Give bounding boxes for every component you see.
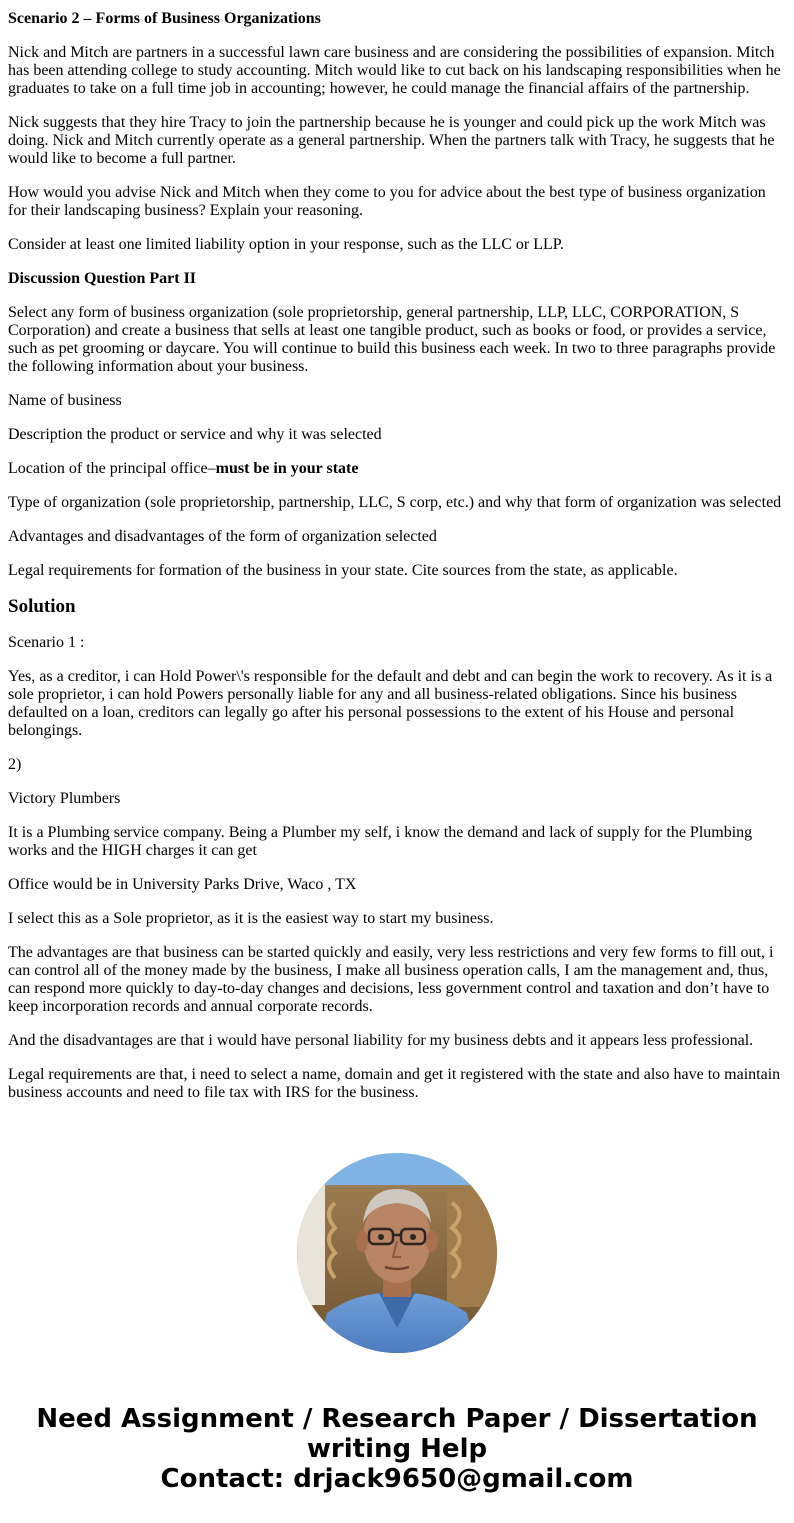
business-office: Office would be in University Parks Drive, Waco , TX bbox=[8, 876, 357, 893]
business-legal: Legal requirements are that, i need to select a name, domain and get it registered with the state and also have to maintain business accounts and need to file tax with IRS for the business. bbox=[8, 1066, 781, 1101]
footer-line-2: writing Help bbox=[306, 1434, 488, 1464]
document-body bbox=[8, 10, 786, 1118]
business-name: Victory Plumbers bbox=[8, 790, 121, 807]
item-type-of-organization: Type of organization (sole proprietorship, partnership, LLC, S corp, etc.) and why that form of organization was selected bbox=[8, 494, 782, 511]
item-location-emphasis: must be in your state bbox=[215, 460, 359, 477]
author-avatar bbox=[297, 1153, 497, 1353]
solution-heading: Solution bbox=[8, 596, 76, 617]
footer-banner bbox=[0, 1404, 794, 1494]
business-description: It is a Plumbing service company. Being a Plumber my self, i know the demand and lack of supply for the Plumbing works and the HIGH charges it can get bbox=[8, 824, 753, 859]
question-paragraph-4: Consider at least one limited liability option in your response, such as the LLC or LLP. bbox=[8, 236, 564, 253]
question-paragraph-3: How would you advise Nick and Mitch when they come to you for advice about the best type of business organization for their landscaping business? Explain your reasoning. bbox=[8, 184, 766, 219]
footer-contact: Contact: drjack9650@gmail.com bbox=[160, 1464, 634, 1494]
part-2-intro: Select any form of business organization (sole proprietorship, general partnership, LLP, LLC, CORPORATION, S Corporation) and create a business that sells at least one tangible product, such as books or food, or provides a service, such as pet grooming or daycare. You will continue to build this business each week. In two to three paragraphs provide the following information about your business. bbox=[8, 304, 776, 375]
item-location bbox=[8, 460, 786, 478]
question-paragraph-1: Nick and Mitch are partners in a successful lawn care business and are considering the possibilities of expansion. Mitch has been attending college to study accounting. Mitch would like to cut back on his landscaping responsibilities when he graduates to take on a full time job in accounting; however, he could manage the financial affairs of the partnership. bbox=[8, 44, 781, 97]
avatar-portrait bbox=[297, 1153, 497, 1353]
part-2-label: 2) bbox=[8, 756, 22, 773]
question-paragraph-2: Nick suggests that they hire Tracy to join the partnership because he is younger and could pick up the work Mitch was doing. Nick and Mitch currently operate as a general partnership. When the partners talk with Tracy, he suggests that he would like to become a full partner. bbox=[8, 114, 775, 167]
item-location-prefix: Location of the principal office– bbox=[8, 460, 216, 477]
item-description: Description the product or service and why it was selected bbox=[8, 426, 382, 443]
business-type: I select this as a Sole proprietor, as it is the easiest way to start my business. bbox=[8, 910, 494, 927]
footer-line-1: Need Assignment / Research Paper / Dissertation bbox=[36, 1404, 758, 1434]
scenario-2-title: Scenario 2 – Forms of Business Organizations bbox=[8, 10, 321, 27]
item-advantages: Advantages and disadvantages of the form of organization selected bbox=[8, 528, 437, 545]
part-2-heading: Discussion Question Part II bbox=[8, 270, 197, 287]
business-advantages: The advantages are that business can be started quickly and easily, very less restrictions and very few forms to fill out, i can control all of the money made by the business, I make all business operation calls, I am the management and, thus, can respond more quickly to day-to-day changes and decisions, less government control and taxation and don’t have to keep incorporation records and annual corporate records. bbox=[8, 944, 774, 1015]
scenario-1-answer: Yes, as a creditor, i can Hold Power\'s responsible for the default and debt and can begin the work to recovery. As it is a sole proprietor, i can hold Powers personally liable for any and all business-related obligations. Since his business defaulted on a loan, creditors can legally go after his personal possessions to the extent of his House and personal belongings. bbox=[8, 668, 773, 739]
item-legal-requirements: Legal requirements for formation of the business in your state. Cite sources from the state, as applicable. bbox=[8, 562, 678, 579]
business-disadvantages: And the disadvantages are that i would have personal liability for my business debts and it appears less professional. bbox=[8, 1032, 754, 1049]
item-name-of-business: Name of business bbox=[8, 392, 122, 409]
scenario-1-label: Scenario 1 : bbox=[8, 634, 85, 651]
